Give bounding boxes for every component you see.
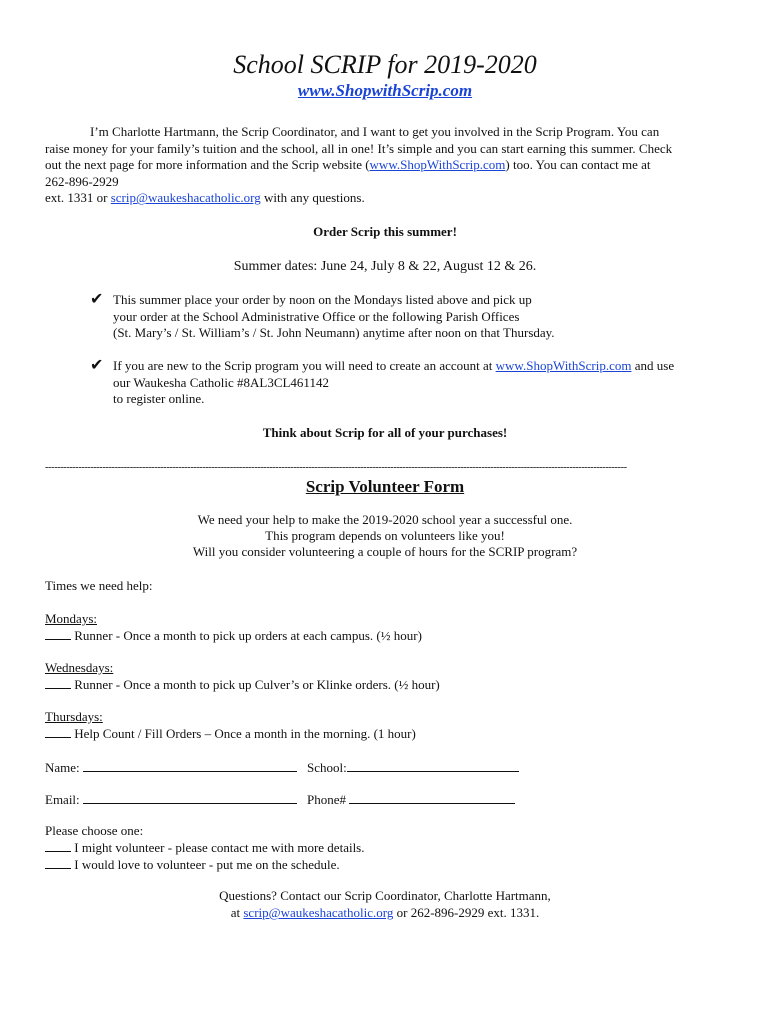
thursdays-option[interactable] (45, 725, 416, 742)
bullet-1-line-2: your order at the School Administrative Office or the following Parish Offices (113, 308, 520, 324)
wednesdays-checkbox-blank[interactable] (45, 676, 71, 689)
intro-line-3-pre: out the next page for more information and the Scrip website ( (45, 157, 370, 173)
phone-label: Phone# (307, 792, 350, 807)
choose-label: Please choose one: (45, 823, 144, 838)
choice-love-to-volunteer[interactable] (45, 856, 340, 873)
email-field-row (45, 791, 297, 808)
intro-website-link[interactable]: www.ShopWithScrip.com (369, 157, 506, 173)
thursdays-checkbox-blank[interactable] (45, 725, 71, 738)
intro-ext-pre: ext. 1331 or (45, 190, 111, 206)
wednesdays-option[interactable] (45, 676, 440, 693)
intro-ext-line (45, 190, 735, 207)
intro-phone: 262-896-2929 (45, 173, 119, 189)
email-label: Email: (45, 792, 83, 807)
questions-line-2 (0, 905, 770, 921)
mondays-label: Mondays: (45, 611, 97, 626)
choice-2-checkbox-blank[interactable] (45, 856, 71, 869)
bullet-1-line-3: (St. Mary’s / St. William’s / St. John Neumann) anytime after noon on that Thursday. (113, 325, 555, 341)
website-link[interactable]: www.ShopwithScrip.com (297, 81, 473, 100)
cut-line-separator: ------------------------------------------------------------------------------------------------------------------------------------------------------------------------------------------------ (45, 462, 627, 473)
website-link-header[interactable] (0, 80, 770, 102)
intro-line-1: I’m Charlotte Hartmann, the Scrip Coordinator, and I want to get you involved in the Scrip Program. You can (90, 124, 660, 139)
mondays-task: Runner - Once a month to pick up orders at each campus. (½ hour) (71, 628, 422, 643)
appeal-line-3: Will you consider volunteering a couple of hours for the SCRIP program? (192, 544, 578, 559)
intro-line-2: raise money for your family’s tuition and the school, all in one! It’s simple and you can start earning this summer. Check (45, 140, 673, 156)
appeal-line-2: This program depends on volunteers like you! (265, 528, 505, 543)
summer-bullet-2 (113, 358, 733, 408)
bullet-2-pre: If you are new to the Scrip program you will need to create an account at (113, 358, 496, 373)
school-field-row (307, 759, 519, 776)
school-field[interactable] (347, 759, 519, 772)
choice-1-checkbox-blank[interactable] (45, 839, 71, 852)
wednesdays-task: Runner - Once a month to pick up Culver’s or Klinke orders. (½ hour) (71, 677, 440, 692)
bullet-1-line-1: This summer place your order by noon on the Mondays listed above and pick up (113, 292, 532, 307)
mondays-checkbox-blank[interactable] (45, 627, 71, 640)
questions-line-1: Questions? Contact our Scrip Coordinator, Charlotte Hartmann, (219, 888, 551, 903)
questions-pre: at (230, 905, 244, 920)
summer-dates: Summer dates: June 24, July 8 & 22, August 12 & 26. (233, 259, 537, 274)
intro-line-3 (45, 157, 735, 174)
choice-1-text: I might volunteer - please contact me with more details. (71, 840, 365, 855)
questions-post: or 262-896-2929 ext. 1331. (393, 905, 540, 920)
summer-bullet-1 (113, 292, 733, 342)
thursdays-label: Thursdays: (45, 709, 103, 724)
bullet-2-line-2: our Waukesha Catholic #8AL3CL461142 (113, 374, 329, 390)
intro-paragraph (45, 124, 735, 207)
email-field[interactable] (83, 791, 297, 804)
thursdays-task: Help Count / Fill Orders – Once a month in the morning. (1 hour) (71, 726, 416, 741)
bullet-2-line-1 (113, 358, 733, 375)
choice-2-text: I would love to volunteer - put me on the schedule. (71, 857, 340, 872)
questions-email-link[interactable]: scrip@waukeshacatholic.org (243, 905, 394, 920)
appeal-line-1: We need your help to make the 2019-2020 school year a successful one. (197, 512, 573, 527)
summer-heading: Order Scrip this summer! (313, 224, 457, 239)
think-about-scrip: Think about Scrip for all of your purchases! (262, 425, 508, 440)
phone-field-row (307, 791, 515, 808)
mondays-option[interactable] (45, 627, 422, 644)
volunteer-form-title: Scrip Volunteer Form (305, 477, 465, 496)
phone-field[interactable] (349, 791, 515, 804)
school-label: School: (307, 760, 347, 775)
times-label: Times we need help: (45, 578, 153, 593)
bullet-2-website-link[interactable]: www.ShopWithScrip.com (495, 358, 632, 373)
intro-line-3-post: ) too. You can contact me at (505, 157, 651, 173)
intro-email-link[interactable]: scrip@waukeshacatholic.org (110, 190, 261, 206)
checkmark-icon: ✔ (90, 291, 104, 308)
name-label: Name: (45, 760, 83, 775)
intro-ext-post: with any questions. (260, 190, 365, 206)
checkmark-icon: ✔ (90, 357, 104, 374)
name-field-row (45, 759, 297, 776)
name-field[interactable] (83, 759, 297, 772)
bullet-2-line-3: to register online. (113, 391, 205, 407)
wednesdays-label: Wednesdays: (45, 660, 114, 675)
choice-might-volunteer[interactable] (45, 839, 365, 856)
bullet-2-post: and use (631, 358, 675, 373)
page-title: School SCRIP for 2019-2020 (233, 50, 537, 79)
